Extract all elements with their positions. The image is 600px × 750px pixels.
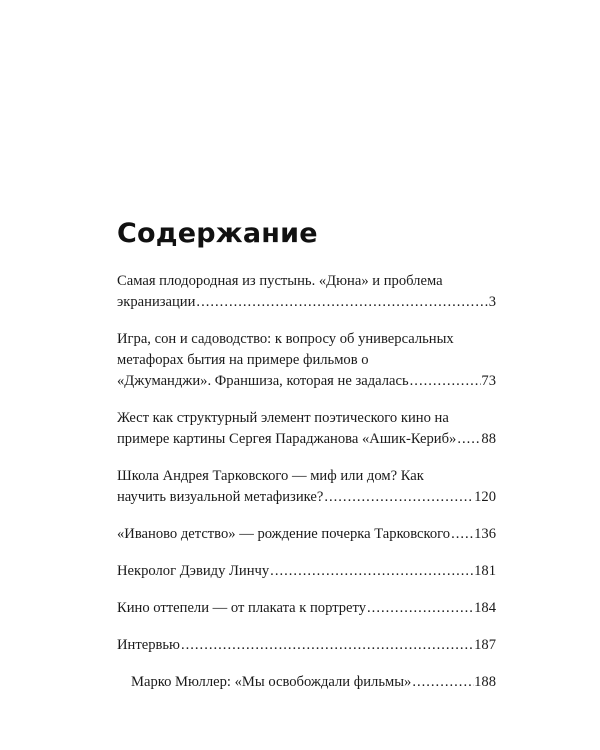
dot-leader [450, 524, 474, 545]
dot-leader [366, 598, 474, 619]
toc-entry-text: Интервью [117, 637, 180, 653]
toc-page-number: 120 [474, 489, 496, 505]
toc-entry-parajanov[interactable] [117, 408, 496, 450]
toc-entry-last-line [117, 561, 496, 582]
toc-entry-text: примере картины Сергея Параджанова «Ашик-Кериб» [117, 431, 457, 447]
toc-page-number: 3 [488, 294, 496, 310]
toc-entry-dune[interactable] [117, 271, 496, 313]
toc-entry-last-line [117, 371, 496, 392]
toc-entry-text: научить визуальной метафизике? [117, 489, 324, 505]
page-title: Содержание [117, 218, 318, 249]
toc-entry-text: «Иваново детство» — рождение почерка Тарковского [117, 526, 451, 542]
toc-entry-lynch-obituary[interactable] [117, 561, 496, 582]
toc-page-number: 181 [474, 563, 496, 579]
toc-entry-text-line: Самая плодородная из пустынь. «Дюна» и проблема [117, 273, 443, 289]
toc-entry-ivans-childhood[interactable] [117, 524, 496, 545]
dot-leader [411, 672, 474, 693]
dot-leader [195, 292, 488, 313]
toc-entry-tarkovsky-school[interactable] [117, 466, 496, 508]
toc-entry-thaw-cinema[interactable] [117, 598, 496, 619]
toc-entry-text: «Джуманджи». Франшиза, которая не задалась [117, 373, 409, 389]
toc-entry-last-line [131, 672, 496, 693]
toc-entry-last-line [117, 635, 496, 656]
dot-leader [180, 635, 474, 656]
toc-entry-last-line [117, 487, 496, 508]
toc-page-number: 184 [474, 600, 496, 616]
toc-entry-last-line [117, 429, 496, 450]
dot-leader [323, 487, 474, 508]
toc-page-number: 88 [481, 431, 496, 447]
dot-leader [409, 371, 482, 392]
toc-entry-text: Кино оттепели — от плаката к портрету [117, 600, 367, 616]
toc-entry-last-line [117, 524, 496, 545]
toc-subentry-marco-muller[interactable] [117, 672, 496, 693]
dot-leader [269, 561, 474, 582]
toc-page-number: 187 [474, 637, 496, 653]
toc-entry-last-line [117, 292, 496, 313]
toc-page-number: 188 [474, 674, 496, 690]
toc-entry-text: экранизации [117, 294, 196, 310]
toc-entry-text: Марко Мюллер: «Мы освобождали фильмы» [131, 674, 412, 690]
toc-entry-interview[interactable] [117, 635, 496, 656]
toc-entry-last-line [117, 598, 496, 619]
table-of-contents [117, 271, 496, 709]
toc-page-number: 73 [481, 373, 496, 389]
toc-entry-text-line: метафорах бытия на примере фильмов о [117, 352, 369, 368]
toc-entry-text-line: Школа Андрея Тарковского — миф или дом? Как [117, 468, 424, 484]
toc-page-number: 136 [474, 526, 496, 542]
dot-leader [456, 429, 481, 450]
toc-entry-jumanji[interactable] [117, 329, 496, 392]
toc-entry-text-line: Игра, сон и садоводство: к вопросу об универсальных [117, 331, 454, 347]
toc-entry-text-line: Жест как структурный элемент поэтического кино на [117, 410, 449, 426]
toc-entry-text: Некролог Дэвиду Линчу [117, 563, 270, 579]
